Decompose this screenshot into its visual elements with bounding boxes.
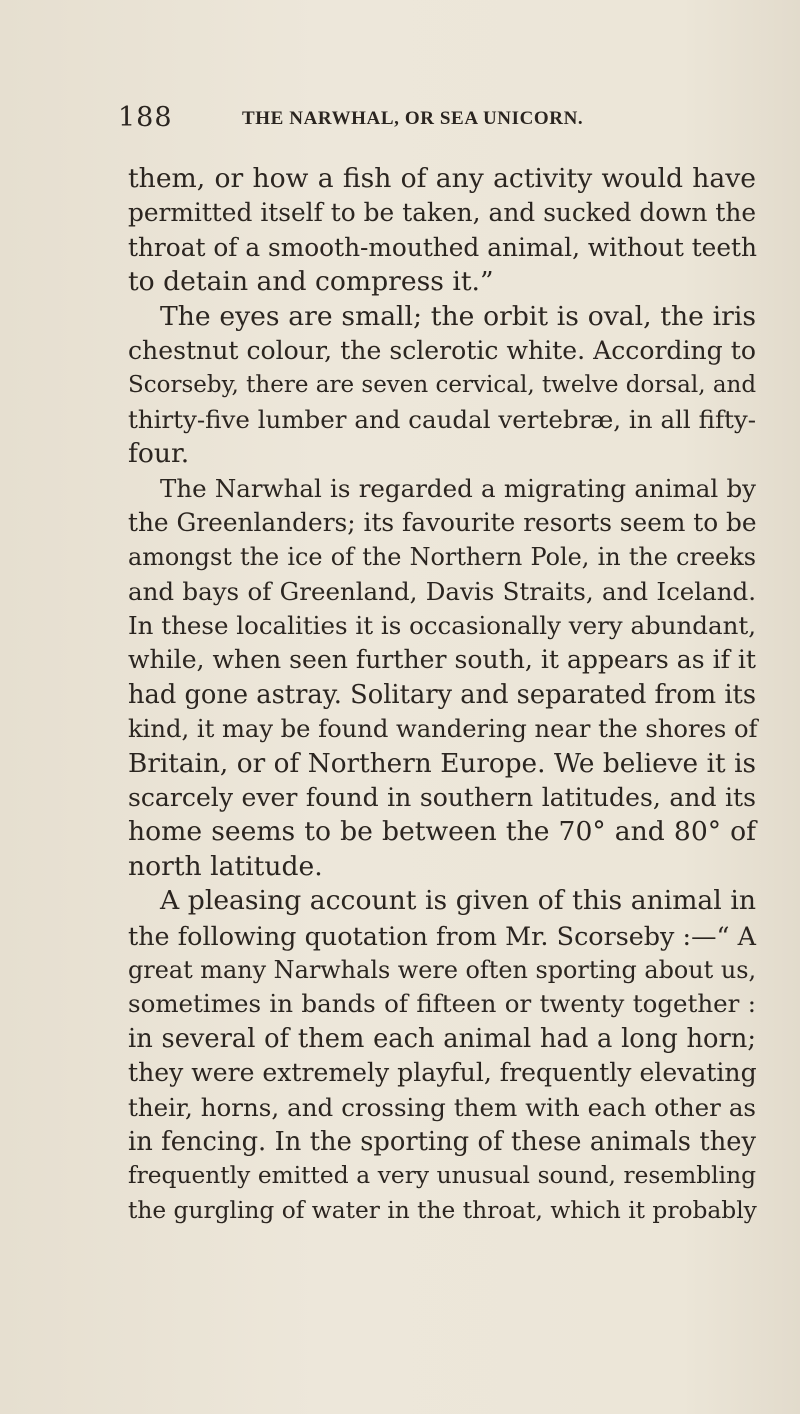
text-line: and bays of Greenland, Davis Straits, and Iceland. [128, 576, 756, 606]
page-number: 188 [118, 102, 173, 133]
page-header [118, 102, 718, 142]
text-line: great many Narwhals were often sporting about us, [128, 955, 757, 984]
running-title: THE NARWHAL, OR SEA UNICORN. [242, 108, 584, 129]
text-line: amongst the ice of the Northern Pole, in the creeks [128, 543, 756, 572]
text-line: Scorseby, there are seven cervical, twelve dorsal, and [128, 372, 757, 399]
text-line: kind, it may be found wandering near the shores of [128, 715, 758, 744]
text-line: in several of them each animal had a long horn; [128, 1023, 756, 1054]
text-line: sometimes in bands of fifteen or twenty together : [128, 989, 756, 1019]
text-line: had gone astray. Solitary and separated from its [128, 679, 757, 710]
text-line: home seems to be between the 70° and 80° of [128, 816, 756, 848]
text-line: four. [128, 438, 190, 470]
text-line: the gurgling of water in the throat, which it probably [128, 1196, 757, 1224]
text-line: in fencing. In the sporting of these animals they [128, 1126, 756, 1157]
text-line: to detain and compress it.” [128, 266, 494, 298]
text-line: scarcely ever found in southern latitudes, and its [128, 783, 756, 813]
text-line: the Greenlanders; its favourite resorts seem to be [128, 507, 757, 537]
text-line: while, when seen further south, it appears as if it [128, 645, 756, 675]
text-line: Britain, or of Northern Europe. We believe it is [128, 748, 756, 779]
text-line: frequently emitted a very unusual sound, resembling [128, 1162, 756, 1190]
text-line: chestnut colour, the sclerotic white. According to [128, 335, 756, 365]
text-line: the following quotation from Mr. Scorseby :—“ A [128, 920, 756, 951]
text-line: their, horns, and crossing them with each other as [128, 1092, 756, 1122]
text-line: thirty-five lumber and caudal vertebræ, in all fifty- [128, 404, 756, 434]
text-line: A pleasing account is given of this animal in [160, 885, 756, 917]
body-text [128, 162, 756, 1228]
text-line: The eyes are small; the orbit is oval, the iris [160, 300, 756, 332]
text-line: In these localities it is occasionally very abundant, [128, 611, 756, 641]
text-line: they were extremely playful, frequently elevating [128, 1058, 757, 1088]
text-line: throat of a smooth-mouthed animal, without teeth [128, 232, 757, 262]
text-line: north latitude. [128, 850, 323, 882]
text-line: them, or how a fish of any activity would have [128, 163, 756, 194]
text-line: The Narwhal is regarded a migrating animal by [160, 473, 756, 503]
text-line: permitted itself to be taken, and sucked down the [128, 198, 756, 228]
